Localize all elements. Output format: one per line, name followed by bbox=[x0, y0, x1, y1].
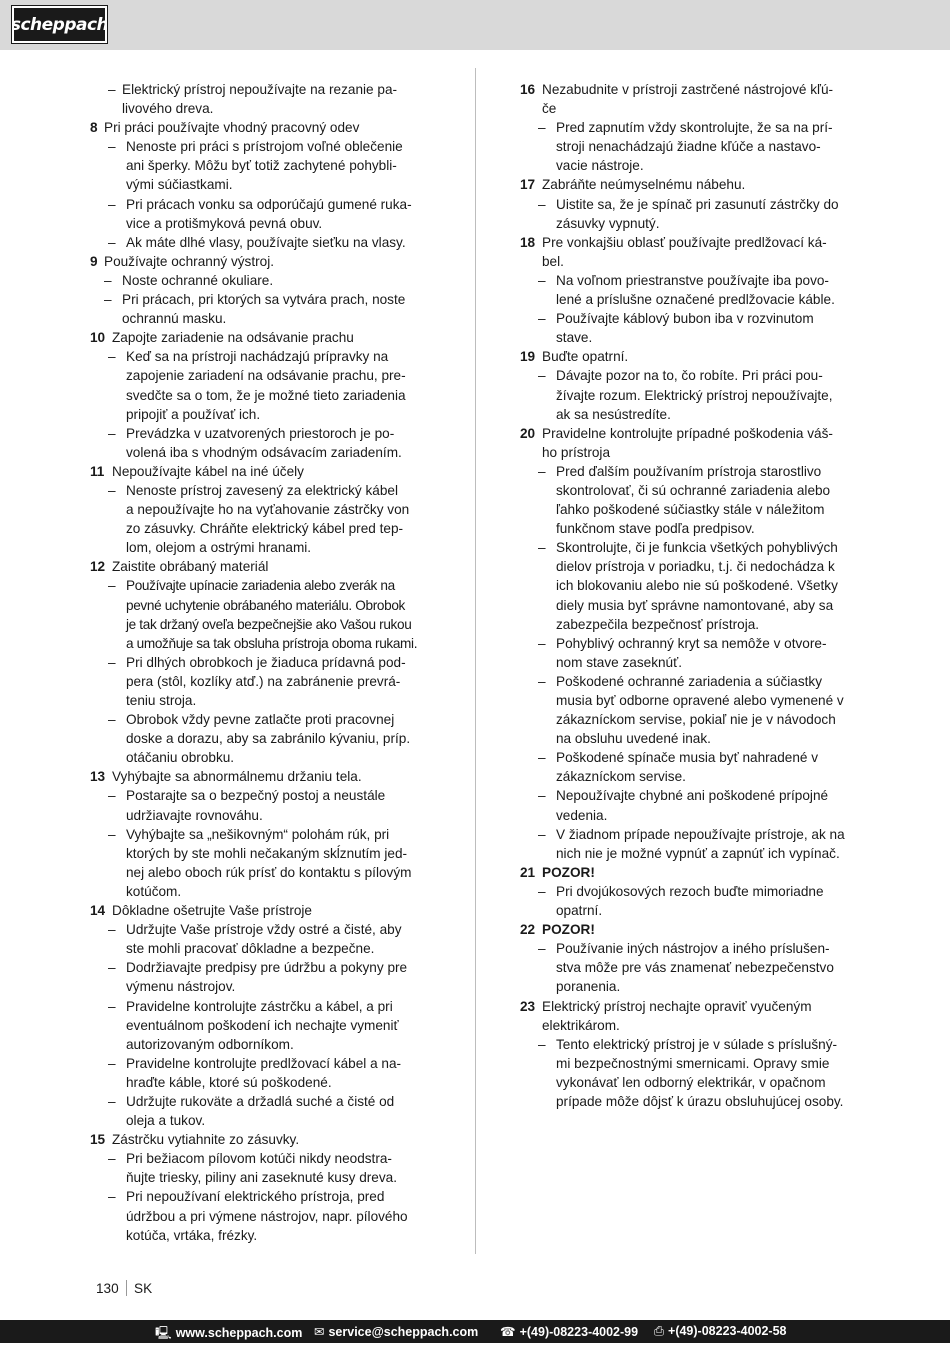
text-line: elektrikárom. bbox=[542, 1017, 620, 1033]
bullet-item bbox=[520, 672, 860, 748]
text-line: eventuálnom poškodení ich nechajte vymeniť bbox=[126, 1017, 399, 1033]
text-line: Elektrický prístroj nechajte opraviť vyučeným bbox=[542, 998, 812, 1014]
text-line: dielov prístroja v poriadku, t.j. či nedochádza k bbox=[556, 559, 835, 575]
bullet-item bbox=[90, 481, 430, 557]
text-line: Poškodené ochranné zariadenia a súčiastky bbox=[556, 673, 823, 689]
text-line: ochrannú masku. bbox=[122, 311, 227, 327]
bullet-item bbox=[90, 347, 430, 423]
text-line: Skontrolujte, či je funkcia všetkých pohyblivých bbox=[556, 540, 838, 556]
text-line: Pravidelne kontrolujte zástrčku a kábel, a pri bbox=[126, 998, 393, 1014]
text-line: Elektrický prístroj nepoužívajte na rezanie pa- bbox=[122, 82, 398, 97]
text-line: Používanie iných nástrojov a iného príslušen- bbox=[556, 941, 830, 957]
text-line: hraďte káble, ktoré sú poškodené. bbox=[126, 1074, 332, 1090]
section-number: 18 bbox=[520, 234, 536, 250]
bullet-item bbox=[520, 271, 860, 309]
text-line: livového dreva. bbox=[122, 101, 214, 117]
email-link[interactable] bbox=[314, 1324, 478, 1339]
text-line: stave. bbox=[556, 330, 593, 346]
section-number: 20 bbox=[520, 425, 536, 441]
text-line: otáčaniu obrobku. bbox=[126, 750, 235, 766]
dash-marker: – bbox=[538, 788, 546, 804]
dash-marker: – bbox=[108, 922, 116, 938]
phone-text: +(49)-08223-4002-99 bbox=[519, 1325, 639, 1339]
text-line: Pri prácach, pri ktorých sa vytvára prach, noste bbox=[122, 292, 406, 308]
text-line: stva môže pre vás znamenať nebezpečenstvo bbox=[556, 960, 834, 976]
language-code: SK bbox=[134, 1281, 153, 1296]
text-line: ich blokovaniu alebo nie sú poškodené. Všetky bbox=[556, 578, 838, 594]
bullet-item bbox=[90, 710, 430, 767]
text-line: ste mohli pracovať dôkladne a bezpečne. bbox=[126, 941, 375, 957]
text-line: oleja a tukov. bbox=[126, 1113, 206, 1129]
text-line: POZOR! bbox=[542, 864, 595, 880]
section-heading: Zaistite obrábaný materiál bbox=[112, 559, 269, 575]
section-11 bbox=[90, 462, 430, 481]
bullet-item bbox=[520, 786, 860, 824]
dash-marker: – bbox=[108, 1055, 116, 1071]
text-line: ani šperky. Môžu byť totiž zachytené pohybli- bbox=[126, 158, 397, 174]
dash-marker: – bbox=[538, 635, 546, 651]
computer-icon: 🖳 bbox=[155, 1326, 172, 1340]
dash-marker: – bbox=[108, 349, 116, 365]
section-heading bbox=[542, 175, 860, 194]
text-line: a nepoužívajte ho na vyťahovanie zástrčky von bbox=[126, 502, 410, 518]
section-heading bbox=[542, 920, 860, 939]
bullet-item bbox=[520, 1035, 860, 1111]
text-line: Používajte upínacie zariadenia alebo zverák na bbox=[126, 578, 395, 594]
dash-marker: – bbox=[108, 425, 116, 441]
section-19 bbox=[520, 347, 860, 366]
text-line: lom, olejom a ostrými hranami. bbox=[126, 540, 312, 556]
text-line: Pri prácach vonku sa odporúčajú gumené ruka- bbox=[126, 196, 412, 212]
section-17 bbox=[520, 175, 860, 194]
text-line: Dávajte pozor na to, čo robíte. Pri práci pou- bbox=[556, 368, 823, 384]
section-10 bbox=[90, 328, 430, 347]
text-line: svedčte sa o tom, že je možné tieto zariadenia bbox=[126, 387, 406, 403]
section-heading: Zástrčku vytiahnite zo zásuvky. bbox=[112, 1132, 300, 1148]
section-heading bbox=[542, 233, 860, 271]
bullet-item bbox=[90, 958, 430, 996]
mail-icon: ✉ bbox=[314, 1325, 325, 1339]
text-line: zákazníckom servise. bbox=[556, 769, 686, 785]
text-line: Buďte opatrní. bbox=[542, 349, 629, 365]
phone-icon: ☎ bbox=[500, 1325, 516, 1339]
email-text: service@scheppach.com bbox=[328, 1325, 479, 1339]
text-line: V žiadnom prípade nepoužívajte prístroje, ak na bbox=[556, 826, 845, 842]
bullet-item bbox=[90, 233, 430, 252]
text-line: pevné uchytenie obrábaného materiálu. Obrobok bbox=[126, 597, 405, 613]
section-18 bbox=[520, 233, 860, 271]
text-line: če bbox=[542, 101, 557, 117]
dash-marker: – bbox=[104, 272, 112, 288]
text-line: Na voľnom priestranstve používajte iba povo- bbox=[556, 272, 829, 288]
text-line: Tento elektrický prístroj je v súlade s príslušný- bbox=[556, 1036, 838, 1052]
bullet-item bbox=[90, 271, 430, 290]
text-line: prípade môže dôjsť k úrazu obsluhujúcej osoby. bbox=[556, 1093, 844, 1109]
text-line: Nenoste prístroj zavesený za elektrický kábel bbox=[126, 482, 398, 498]
text-line: Prevádzka v uzatvorených priestoroch je po- bbox=[126, 425, 395, 441]
text-line: nom stave zaseknúť. bbox=[556, 654, 682, 670]
section-heading: Nepoužívajte kábel na iné účely bbox=[112, 463, 304, 479]
text-line: lené a príslušne označené predlžovacie káble. bbox=[556, 292, 835, 308]
contact-bar bbox=[0, 1320, 950, 1343]
fax-icon: ⎙ bbox=[654, 1324, 665, 1338]
dash-marker: – bbox=[108, 998, 116, 1014]
bullet-item bbox=[90, 825, 430, 901]
section-heading bbox=[542, 424, 860, 462]
text-line: údržbou a pri výmene nástrojov, napr. pílového bbox=[126, 1208, 408, 1224]
dash-marker: – bbox=[538, 750, 546, 766]
phone-link[interactable] bbox=[500, 1324, 638, 1339]
section-heading: Používajte ochranný výstroj. bbox=[104, 253, 275, 269]
text-line: je tak držaný oveľa bezpečnejšie ako Vašou rukou bbox=[126, 616, 412, 632]
section-heading: Vyhýbajte sa abnormálnemu držaniu tela. bbox=[112, 769, 362, 785]
bullet-item bbox=[90, 997, 430, 1054]
right-column bbox=[520, 80, 860, 1111]
page-number: 130 bbox=[96, 1281, 119, 1296]
section-16 bbox=[520, 80, 860, 118]
dash-marker: – bbox=[538, 120, 546, 136]
section-heading bbox=[542, 863, 860, 882]
dash-marker: – bbox=[108, 234, 116, 250]
text-line: pera (stôl, kozlíky atď.) na zabránenie prevrá- bbox=[126, 673, 401, 689]
bullet-item bbox=[90, 920, 430, 958]
text-line: kotúča, vrtáka, frézky. bbox=[126, 1227, 258, 1243]
text-line: Noste ochranné okuliare. bbox=[122, 272, 274, 288]
bullet-item bbox=[520, 462, 860, 538]
brand-logo: scheppach bbox=[12, 6, 107, 43]
bullet-item bbox=[90, 1092, 430, 1130]
text-line: Nepoužívajte chybné ani poškodené prípojné bbox=[556, 788, 829, 804]
bullet-item bbox=[520, 939, 860, 996]
text-line: zapojenie zariadení na odsávanie prachu, pre- bbox=[126, 368, 406, 384]
text-line: skontrolovať, či sú ochranné zariadenia alebo bbox=[556, 482, 831, 498]
dash-marker: – bbox=[108, 82, 116, 97]
dash-marker: – bbox=[538, 883, 546, 899]
bullet-item bbox=[90, 137, 430, 194]
text-line: Pri bežiacom pílovom kotúči nikdy neodstra- bbox=[126, 1151, 392, 1167]
text-line: Obrobok vždy pevne zatlačte proti pracovnej bbox=[126, 712, 395, 728]
section-20 bbox=[520, 424, 860, 462]
text-line: vice a protišmyková pevná obuv. bbox=[126, 215, 323, 231]
dash-marker: – bbox=[108, 1151, 116, 1167]
text-line: Uistite sa, že je spínač pri zasunutí zástrčky do bbox=[556, 196, 839, 212]
bullet-item bbox=[90, 290, 430, 328]
bullet-item bbox=[520, 748, 860, 786]
section-number: 19 bbox=[520, 349, 536, 365]
section-number: 8 bbox=[90, 120, 98, 136]
text-line: kotúčom. bbox=[126, 883, 182, 899]
dash-marker: – bbox=[108, 139, 116, 155]
section-number: 17 bbox=[520, 177, 536, 193]
text-line: Keď sa na prístroji nachádzajú prípravky na bbox=[126, 349, 389, 365]
fax-text: +(49)-08223-4002-58 bbox=[668, 1324, 787, 1338]
text-line: ak sa nesústredíte. bbox=[556, 406, 671, 422]
dash-marker: – bbox=[108, 654, 116, 670]
dash-marker: – bbox=[538, 941, 546, 957]
text-line: Pravidelne kontrolujte prípadné poškodenia váš- bbox=[542, 425, 833, 441]
bullet-item bbox=[520, 538, 860, 633]
text-line: funkčnom stave podľa predpisov. bbox=[556, 521, 755, 537]
text-line: Pravidelne kontrolujte predlžovací kábel a na- bbox=[126, 1055, 402, 1071]
bullet-item bbox=[520, 195, 860, 233]
dash-marker: – bbox=[108, 1189, 116, 1205]
bullet-item bbox=[520, 366, 860, 423]
section-number: 11 bbox=[90, 463, 105, 479]
bullet-item bbox=[90, 195, 430, 233]
text-line: Vyhýbajte sa „nešikovným“ polohám rúk, pri bbox=[126, 826, 390, 842]
dash-marker: – bbox=[108, 482, 116, 498]
text-line: opatrní. bbox=[556, 903, 603, 919]
bullet-item bbox=[520, 309, 860, 347]
section-number: 22 bbox=[520, 922, 536, 938]
section-number: 21 bbox=[520, 864, 536, 880]
text-line: ho prístroja bbox=[542, 444, 611, 460]
section-heading: Pri práci používajte vhodný pracovný odev bbox=[104, 120, 360, 136]
text-line: Pred ďalším používaním prístroja starostlivo bbox=[556, 463, 822, 479]
text-line: Pohyblivý ochranný kryt sa nemôže v otvore- bbox=[556, 635, 827, 651]
section-22 bbox=[520, 920, 860, 939]
text-line: diely musia byť správne namontované, aby sa bbox=[556, 597, 834, 613]
text-line: ľahko poškodené súčiastky stále v náležitom bbox=[556, 502, 825, 518]
text-line: Udržujte Vaše prístroje vždy ostré a čisté, aby bbox=[126, 922, 402, 938]
text-line: a umožňuje sa tak obsluha prístroja oboma rukami. bbox=[126, 635, 418, 651]
text-line: Dodržiavajte predpisy pre údržbu a pokyny pre bbox=[126, 960, 408, 976]
bullet-item bbox=[90, 653, 430, 710]
dash-marker: – bbox=[108, 826, 116, 842]
text-line: zásuvky vypnutý. bbox=[556, 215, 660, 231]
section-23 bbox=[520, 997, 860, 1035]
dash-marker: – bbox=[108, 196, 116, 212]
dash-marker: – bbox=[108, 578, 116, 594]
fax-link[interactable] bbox=[654, 1324, 787, 1339]
text-line: Pri dvojúkosových rezoch buďte mimoriadne bbox=[556, 883, 824, 899]
website-text: www.scheppach.com bbox=[175, 1326, 303, 1340]
dash-marker: – bbox=[538, 463, 546, 479]
dash-marker: – bbox=[538, 540, 546, 556]
text-line: ňujte triesky, piliny ani zaseknuté kusy dreva. bbox=[126, 1170, 397, 1186]
bullet-item bbox=[90, 1149, 430, 1187]
text-line: udržiavajte rovnováhu. bbox=[126, 807, 263, 823]
left-column bbox=[90, 80, 430, 1245]
section-9 bbox=[90, 252, 430, 271]
dash-marker: – bbox=[538, 196, 546, 212]
text-line: POZOR! bbox=[542, 922, 595, 938]
column-divider bbox=[475, 68, 476, 1254]
section-14 bbox=[90, 901, 430, 920]
text-line: nej alebo oboch rúk prísť do kontaktu s pílovým bbox=[126, 864, 412, 880]
bullet-item bbox=[90, 786, 430, 824]
text-line: teniu stroja. bbox=[126, 693, 197, 708]
section-number: 23 bbox=[520, 998, 536, 1014]
section-number: 9 bbox=[90, 253, 98, 269]
text-line: Ak máte dlhé vlasy, používajte sieťku na vlasy. bbox=[126, 234, 406, 250]
text-line: bel. bbox=[542, 253, 564, 269]
text-line: vykonávať len odborný elektrikár, v opačnom bbox=[556, 1074, 826, 1090]
bullet-item bbox=[520, 882, 860, 920]
text-line: vedenia. bbox=[556, 807, 608, 823]
section-12 bbox=[90, 557, 430, 576]
dash-marker: – bbox=[108, 712, 116, 728]
bullet-item bbox=[520, 118, 860, 175]
text-line: Pri nepoužívaní elektrického prístroja, pred bbox=[126, 1189, 385, 1205]
section-number: 12 bbox=[90, 559, 106, 575]
dash-marker: – bbox=[538, 368, 546, 384]
text-line: Nezabudnite v prístroji zastrčené nástrojové kľú- bbox=[542, 82, 834, 97]
website-link[interactable] bbox=[155, 1324, 302, 1345]
text-line: zo zásuvky. Chráňte elektrický kábel pred tep- bbox=[126, 521, 404, 537]
text-line: doske a dorazu, aby sa zabránilo kývaniu, príp. bbox=[126, 731, 411, 747]
dash-marker: – bbox=[104, 292, 112, 308]
text-line: Pred zapnutím vždy skontrolujte, že sa na prí- bbox=[556, 120, 833, 136]
text-line: Nenoste pri práci s prístrojom voľné oblečenie bbox=[126, 139, 403, 155]
text-line: vými súčiastkami. bbox=[126, 177, 233, 193]
bullet-item bbox=[520, 825, 860, 863]
text-line: ktorých by ste mohli nečakaným skĺznutím jed- bbox=[126, 845, 408, 861]
section-heading: Dôkladne ošetrujte Vaše prístroje bbox=[112, 903, 312, 919]
text-line: poranenia. bbox=[556, 979, 621, 995]
bullet-item bbox=[90, 80, 430, 118]
section-21 bbox=[520, 863, 860, 882]
text-line: pripojiť a používať ich. bbox=[126, 406, 261, 422]
bullet-item bbox=[90, 1054, 430, 1092]
section-15 bbox=[90, 1130, 430, 1149]
bullet-item bbox=[90, 576, 430, 652]
section-number: 15 bbox=[90, 1132, 106, 1148]
text-line: volená iba s vhodným odsávacím zariadením. bbox=[126, 444, 402, 460]
text-line: zákazníckom servise, pokiaľ nie je v návodoch bbox=[556, 712, 836, 728]
dash-marker: – bbox=[108, 788, 116, 804]
text-line: Postarajte sa o bezpečný postoj a neustále bbox=[126, 788, 386, 804]
text-line: na obsluhu uvedené inak. bbox=[556, 731, 711, 747]
dash-marker: – bbox=[538, 673, 546, 689]
section-heading bbox=[542, 80, 860, 118]
text-line: musia byť odborne opravené alebo vymenené v bbox=[556, 693, 844, 708]
text-line: Používajte káblový bubon iba v rozvinutom bbox=[556, 311, 814, 327]
section-number: 10 bbox=[90, 330, 106, 346]
text-line: Poškodené spínače musia byť nahradené v bbox=[556, 750, 819, 766]
section-number: 14 bbox=[90, 903, 106, 919]
section-number: 13 bbox=[90, 769, 106, 785]
text-line: zabezpečila bezpečnosť prístroja. bbox=[556, 616, 760, 632]
bullet-item bbox=[90, 1187, 430, 1244]
text-line: Zabráňte neúmyselnému nábehu. bbox=[542, 177, 746, 193]
text-line: Udržujte rukoväte a držadlá suché a čisté od bbox=[126, 1093, 395, 1109]
dash-marker: – bbox=[538, 826, 546, 842]
text-line: stroji nenachádzajú žiadne kľúče a nastavo- bbox=[556, 139, 821, 155]
text-line: žívajte rozum. Elektrický prístroj nepoužívajte, bbox=[556, 387, 833, 403]
dash-marker: – bbox=[108, 1093, 116, 1109]
bullet-item bbox=[90, 424, 430, 462]
text-line: nich nie je možné vypnúť a zapnúť ich vypínač. bbox=[556, 845, 840, 861]
text-line: Pre vonkajšiu oblasť používajte predlžovací ká- bbox=[542, 234, 827, 250]
text-line: mi bezpečnostnými smernicami. Opravy smie bbox=[556, 1055, 830, 1071]
section-8 bbox=[90, 118, 430, 137]
dash-marker: – bbox=[538, 311, 546, 327]
footer-separator bbox=[126, 1280, 127, 1296]
dash-marker: – bbox=[108, 960, 116, 976]
section-13 bbox=[90, 767, 430, 786]
section-heading: Zapojte zariadenie na odsávanie prachu bbox=[112, 330, 354, 346]
page-header bbox=[0, 0, 950, 50]
text-line: autorizovaným odborníkom. bbox=[126, 1036, 294, 1052]
bullet-item bbox=[520, 634, 860, 672]
section-heading bbox=[542, 997, 860, 1035]
text-line: výmenu nástrojov. bbox=[126, 979, 236, 995]
dash-marker: – bbox=[538, 272, 546, 288]
text-line: vacie nástroje. bbox=[556, 158, 644, 174]
text-line: Pri dlhých obrobkoch je žiaduca prídavná pod- bbox=[126, 654, 406, 670]
section-heading bbox=[542, 347, 860, 366]
section-number: 16 bbox=[520, 82, 536, 97]
dash-marker: – bbox=[538, 1036, 546, 1052]
